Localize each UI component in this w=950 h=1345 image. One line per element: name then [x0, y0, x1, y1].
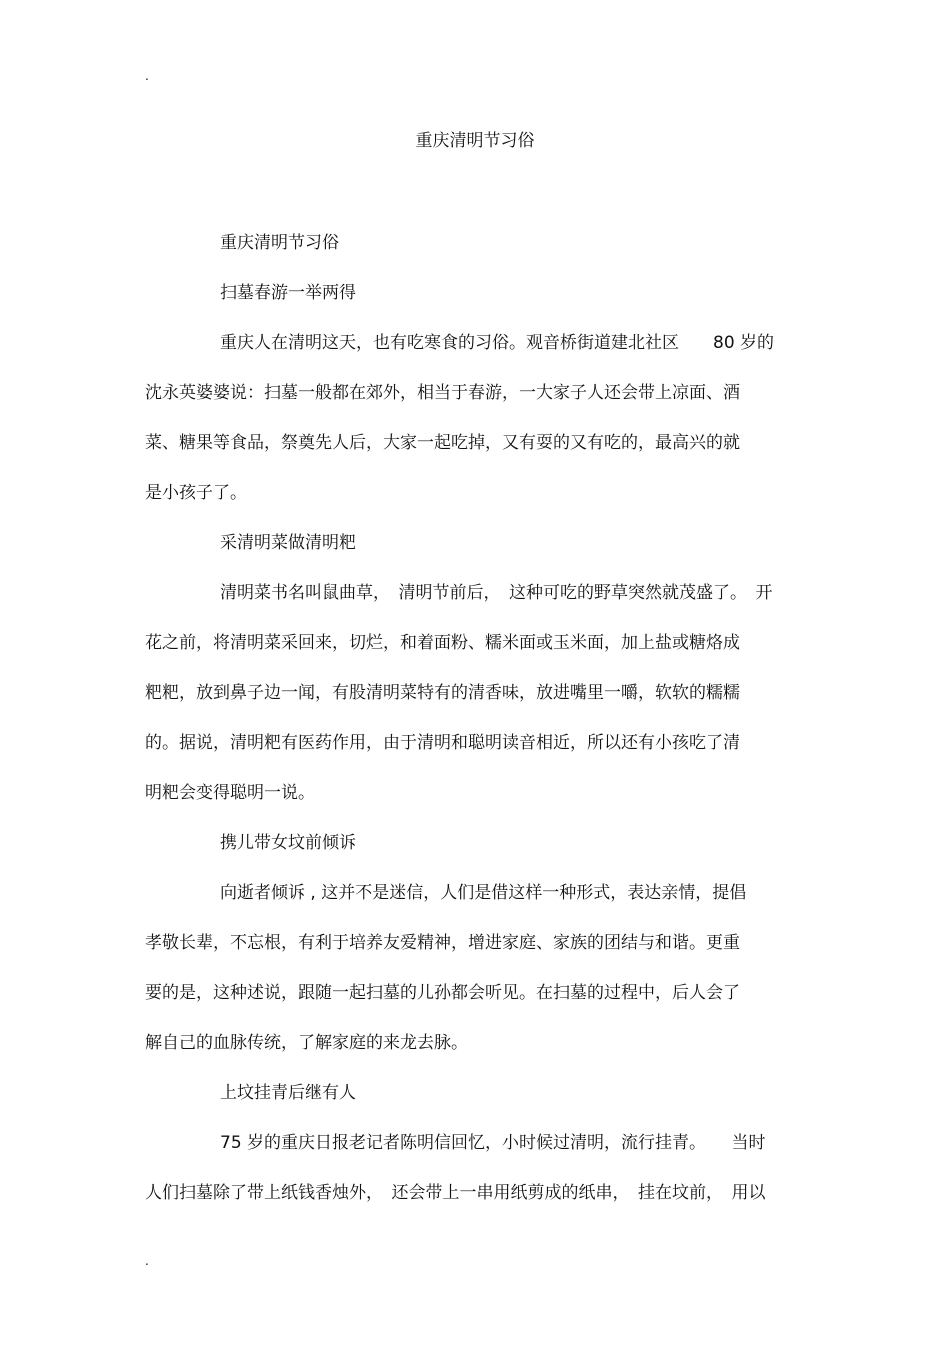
paragraph-line: 重庆人在清明这天，也有吃寒食的习俗。观音桥街道建北社区 80 岁的 [220, 333, 775, 353]
paragraph-line: 的。据说，清明粑有医药作用，由于清明和聪明读音相近，所以还有小孩吃了清 [145, 733, 740, 753]
paragraph-line: 沈永英婆婆说：扫墓一般都在郊外，相当于春游，一大家子人还会带上凉面、酒 [145, 383, 740, 403]
page-mark-bottom: . [145, 1254, 149, 1268]
section-heading: 扫墓春游一举两得 [220, 283, 356, 303]
paragraph-line: 是小孩子了。 [145, 483, 247, 503]
paragraph-line: 要的是，这种述说，跟随一起扫墓的儿孙都会听见。在扫墓的过程中，后人会了 [145, 983, 740, 1003]
document-title: 重庆清明节习俗 [415, 131, 535, 151]
paragraph-line: 花之前，将清明菜采回来，切烂，和着面粉、糯米面或玉米面，加上盐或糖烙成 [145, 633, 740, 653]
paragraph-line: 孝敬长辈，不忘根，有利于培养友爱精神，增进家庭、家族的团结与和谐。更重 [145, 933, 740, 953]
paragraph-line: 粑粑，放到鼻子边一闻，有股清明菜特有的清香味，放进嘴里一嚼，软软的糯糯 [145, 683, 740, 703]
subtitle: 重庆清明节习俗 [220, 233, 339, 253]
paragraph-line: 清明菜书名叫鼠曲草， 清明节前后， 这种可吃的野草突然就茂盛了。 开 [220, 583, 773, 603]
paragraph-line: 解自己的血脉传统，了解家庭的来龙去脉。 [145, 1033, 468, 1053]
section-heading: 上坟挂青后继有人 [220, 1083, 356, 1103]
paragraph-line: 向逝者倾诉 , 这并不是迷信，人们是借这样一种形式，表达亲情，提倡 [220, 883, 747, 903]
section-heading: 携儿带女坟前倾诉 [220, 833, 356, 853]
page-mark-top: . [145, 69, 149, 83]
paragraph-line: 菜、糖果等食品，祭奠先人后，大家一起吃掉，又有耍的又有吃的，最高兴的就 [145, 433, 740, 453]
section-heading: 采清明菜做清明粑 [220, 533, 356, 553]
paragraph-line: 75 岁的重庆日报老记者陈明信回忆，小时候过清明，流行挂青。 当时 [220, 1133, 766, 1153]
paragraph-line: 人们扫墓除了带上纸钱香烛外， 还会带上一串用纸剪成的纸串， 挂在坟前， 用以 [145, 1183, 766, 1203]
paragraph-line: 明粑会变得聪明一说。 [145, 783, 315, 803]
